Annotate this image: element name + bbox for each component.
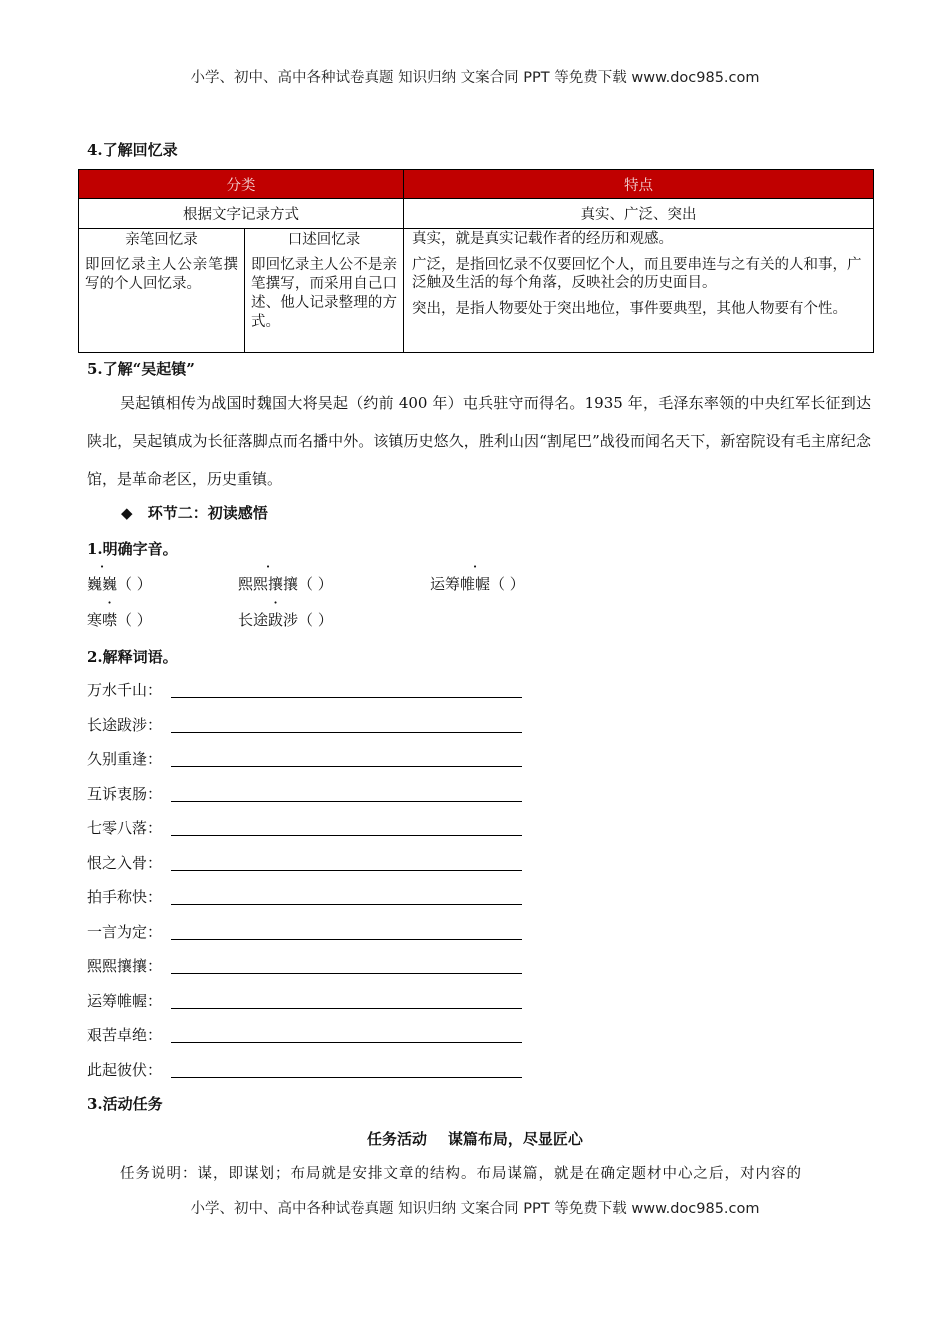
vocab-item [87, 783, 162, 804]
table-header-feature: 特点 [404, 170, 874, 199]
features-cell [404, 229, 874, 353]
vocab-term: 长途跋涉： [87, 716, 163, 734]
pron-item-1 [87, 573, 152, 594]
answer-line[interactable] [171, 1077, 522, 1078]
pron-blank-4[interactable]: （ ） [117, 611, 152, 629]
answer-line[interactable] [171, 870, 522, 871]
pron-word-4: 噤 [102, 611, 118, 629]
pron-word-5: 跋 [268, 611, 284, 629]
vocab-item [87, 921, 162, 942]
answer-line[interactable] [171, 732, 522, 733]
pron-blank-3[interactable]: （ ） [490, 575, 525, 593]
vocab-term: 拍手称快： [87, 888, 163, 906]
vocab-term: 互诉衷肠： [87, 785, 163, 803]
diamond-bullet-icon: ◆ [121, 504, 133, 522]
pron-word-5-plain: 长途 [238, 611, 269, 629]
pron-word-3-plain: 运筹 [430, 575, 461, 593]
vocabulary-title: 2.解释词语。 [87, 648, 178, 666]
pron-word-4-plain: 寒 [87, 611, 103, 629]
vocab-term: 艰苦卓绝： [87, 1026, 163, 1044]
vocab-item [87, 886, 162, 907]
answer-line[interactable] [171, 697, 522, 698]
answer-line[interactable] [171, 1008, 522, 1009]
type-handwritten-title: 亲笔回忆录 [125, 232, 198, 248]
type-oral-title: 口述回忆录 [287, 232, 361, 248]
type-handwritten-text: 即回忆录主人公亲笔撰写的个人回忆录。 [85, 257, 238, 292]
memoir-table [78, 169, 874, 353]
category-basis: 根据文字记录方式 [79, 199, 404, 229]
answer-line[interactable] [171, 973, 522, 974]
pron-item-3 [430, 573, 525, 594]
type-handwritten-cell [79, 229, 245, 353]
activity-title: 3.活动任务 [87, 1095, 163, 1113]
answer-line[interactable] [171, 766, 522, 767]
vocab-term: 万水千山： [87, 681, 163, 699]
vocab-item [87, 955, 162, 976]
pronunciation-title: 1.明确字音。 [87, 540, 178, 558]
pron-word-5-tail: 涉 [283, 611, 299, 629]
feature-summary: 真实、广泛、突出 [404, 199, 874, 229]
vocab-term: 恨之入骨： [87, 854, 163, 872]
pron-blank-1[interactable]: （ ） [117, 575, 152, 593]
table-header-category: 分类 [79, 170, 404, 199]
stage-2-heading [121, 502, 268, 523]
task-description: 任务说明：谋，即谋划；布局就是安排文章的结构。布局谋篇，就是在确定题材中心之后，对内容的 [120, 1166, 802, 1182]
feature-breadth: 广泛，是指回忆录不仅要回忆个人，而且要串连与之有关的人和事，广泛触及生活的每个角落，反映社会的历史面目。 [412, 257, 862, 291]
vocab-item [87, 748, 162, 769]
vocab-item [87, 714, 162, 735]
answer-line[interactable] [171, 801, 522, 802]
page-footer: 小学、初中、高中各种试卷真题 知识归纳 文案合同 PPT 等免费下载 www.doc985.com [190, 1201, 760, 1217]
section-4-title: 4.了解回忆录 [87, 141, 178, 159]
stage-2-title: 环节二：初读感悟 [147, 504, 268, 522]
pron-item-2 [238, 573, 333, 594]
pron-word-3: 帷幄 [460, 575, 491, 593]
pron-blank-5[interactable]: （ ） [298, 611, 333, 629]
vocab-term: 运筹帷幄： [87, 992, 163, 1010]
vocab-term: 七零八落： [87, 819, 163, 837]
vocab-item [87, 817, 162, 838]
task-activity-title: 任务活动 谋篇布局，尽显匠心 [367, 1130, 583, 1148]
vocab-item [87, 1059, 162, 1080]
answer-line[interactable] [171, 1042, 522, 1043]
vocab-item [87, 1024, 162, 1045]
type-oral-text: 即回忆录主人公不是亲笔撰写，而采用自己口述、他人记录整理的方式。 [251, 257, 397, 330]
pron-word-1: 巍巍 [87, 575, 118, 593]
pron-item-5 [238, 609, 333, 630]
page-header: 小学、初中、高中各种试卷真题 知识归纳 文案合同 PPT 等免费下载 www.doc985.com [190, 70, 760, 86]
wuqi-paragraph: 吴起镇相传为战国时魏国大将吴起（约前 400 年）屯兵驻守而得名。1935 年，毛泽东率领的中央红军长征到达陕北，吴起镇成为长征落脚点而名播中外。该镇历史悠久，胜利山因“割尾巴”战役而闻名天下，新窑院设有毛主席纪念馆，是革命老区，历史重镇。 [87, 394, 871, 488]
feature-truth: 真实，就是真实记载作者的经历和观感。 [412, 231, 673, 247]
answer-line[interactable] [171, 835, 522, 836]
vocab-term: 一言为定： [87, 923, 163, 941]
pron-word-2: 熙熙攘攘 [238, 575, 299, 593]
vocab-term: 久别重逢： [87, 750, 163, 768]
vocab-term: 熙熙攘攘： [87, 957, 163, 975]
type-oral-cell [245, 229, 404, 353]
vocab-term: 此起彼伏： [87, 1061, 163, 1079]
vocab-item [87, 852, 162, 873]
section-5-title: 5.了解“吴起镇” [87, 360, 195, 378]
answer-line[interactable] [171, 939, 522, 940]
vocab-item [87, 990, 162, 1011]
vocab-item [87, 679, 162, 700]
pron-item-4 [87, 609, 152, 630]
answer-line[interactable] [171, 904, 522, 905]
feature-prominence: 突出，是指人物要处于突出地位，事件要典型，其他人物要有个性。 [412, 301, 847, 317]
pron-blank-2[interactable]: （ ） [298, 575, 333, 593]
